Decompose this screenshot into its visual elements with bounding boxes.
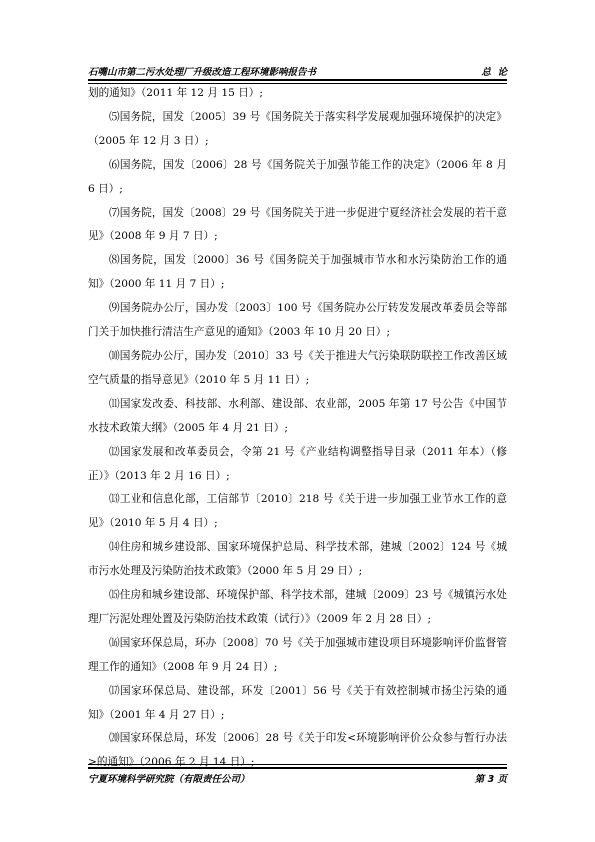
list-item: ⒇国家环保总局，环发〔2006〕28 号《关于印发<环境影响评价公众参与暂行办法>的通知》（2006 年 2 月 14 日）;: [88, 732, 507, 769]
list-item: ⑿国家发展和改革委员会，令第 21 号《产业结构调整指导目录（2011 年本）（修正）》（2013 年 2 月 16 日）;: [88, 445, 507, 482]
list-item: ⑺国务院，国发〔2008〕29 号《国务院关于进一步促进宁夏经济社会发展的若干意见》（2008 年 9 月 7 日）;: [88, 206, 507, 243]
list-item: ⒄国家环保总局、建设部，环发〔2001〕56 号《关于有效控制城市扬尘污染的通知》（2001 年 4 月 27 日）;: [88, 684, 507, 721]
list-item: ⒁住房和城乡建设部、国家环境保护总局、科学技术部，建城〔2002〕124 号《城市污水处理及污染防治技术政策》（2000 年 5 月 29 日）;: [88, 541, 507, 578]
page-header: [88, 62, 507, 78]
page-number: 第 3 页: [474, 774, 507, 785]
report-title: 石嘴山市第二污水处理厂升级改造工程环境影响报告书: [88, 67, 317, 78]
list-item: ⒃国家环保总局，环办〔2008〕70 号《关于加强城市建设项目环境影响评价监督管理工作的通知》（2008 年 9 月 24 日）;: [88, 636, 507, 673]
list-item: ⒀工业和信息化部，工信部节〔2010〕218 号《关于进一步加强工业节水工作的意见》（2010 年 5 月 4 日）;: [88, 493, 507, 530]
organization-name: 宁夏环境科学研究院（有限责任公司）: [88, 774, 250, 785]
list-item: ⑹国务院，国发〔2006〕28 号《国务院关于加强节能工作的决定》（2006 年 8 月 6 日）;: [88, 158, 507, 195]
list-item: ⑸国务院，国发〔2005〕39 号《国务院关于落实科学发展观加强环境保护的决定》（2005 年 12 月 3 日）;: [88, 110, 507, 147]
list-item: ⑽国务院办公厅，国办发〔2010〕33 号《关于推进大气污染联防联控工作改善区域空气质量的指导意见》（2010 年 5 月 11 日）;: [88, 349, 507, 386]
list-item: ⑼国务院办公厅，国办发〔2003〕100 号《国务院办公厅转发发展改革委员会等部门关于加快推行清洁生产意见的通知》（2003 年 10 月 20 日）;: [88, 302, 507, 339]
list-item: 划的通知》（2011 年 12 月 15 日）;: [88, 87, 263, 99]
page-footer: [88, 770, 507, 786]
footer-rule: [88, 764, 507, 769]
list-item: ⑻国务院，国发〔2000〕36 号《国务院关于加强城市节水和水污染防治工作的通知》（2000 年 11 月 7 日）;: [88, 254, 507, 291]
list-item: ⑾国家发改委、科技部、水利部、建设部、农业部，2005 年第 17 号公告《中国节水技术政策大纲》（2005 年 4 月 21 日）;: [88, 397, 507, 434]
list-item: ⒂住房和城乡建设部、环境保护部、科学技术部，建城〔2009〕23 号《城镇污水处理厂污泥处理处置及污染防治技术政策（试行）》（2009 年 2 月 28 日）;: [88, 589, 507, 625]
document-body: [88, 82, 507, 775]
section-title: 总 论: [481, 67, 507, 78]
